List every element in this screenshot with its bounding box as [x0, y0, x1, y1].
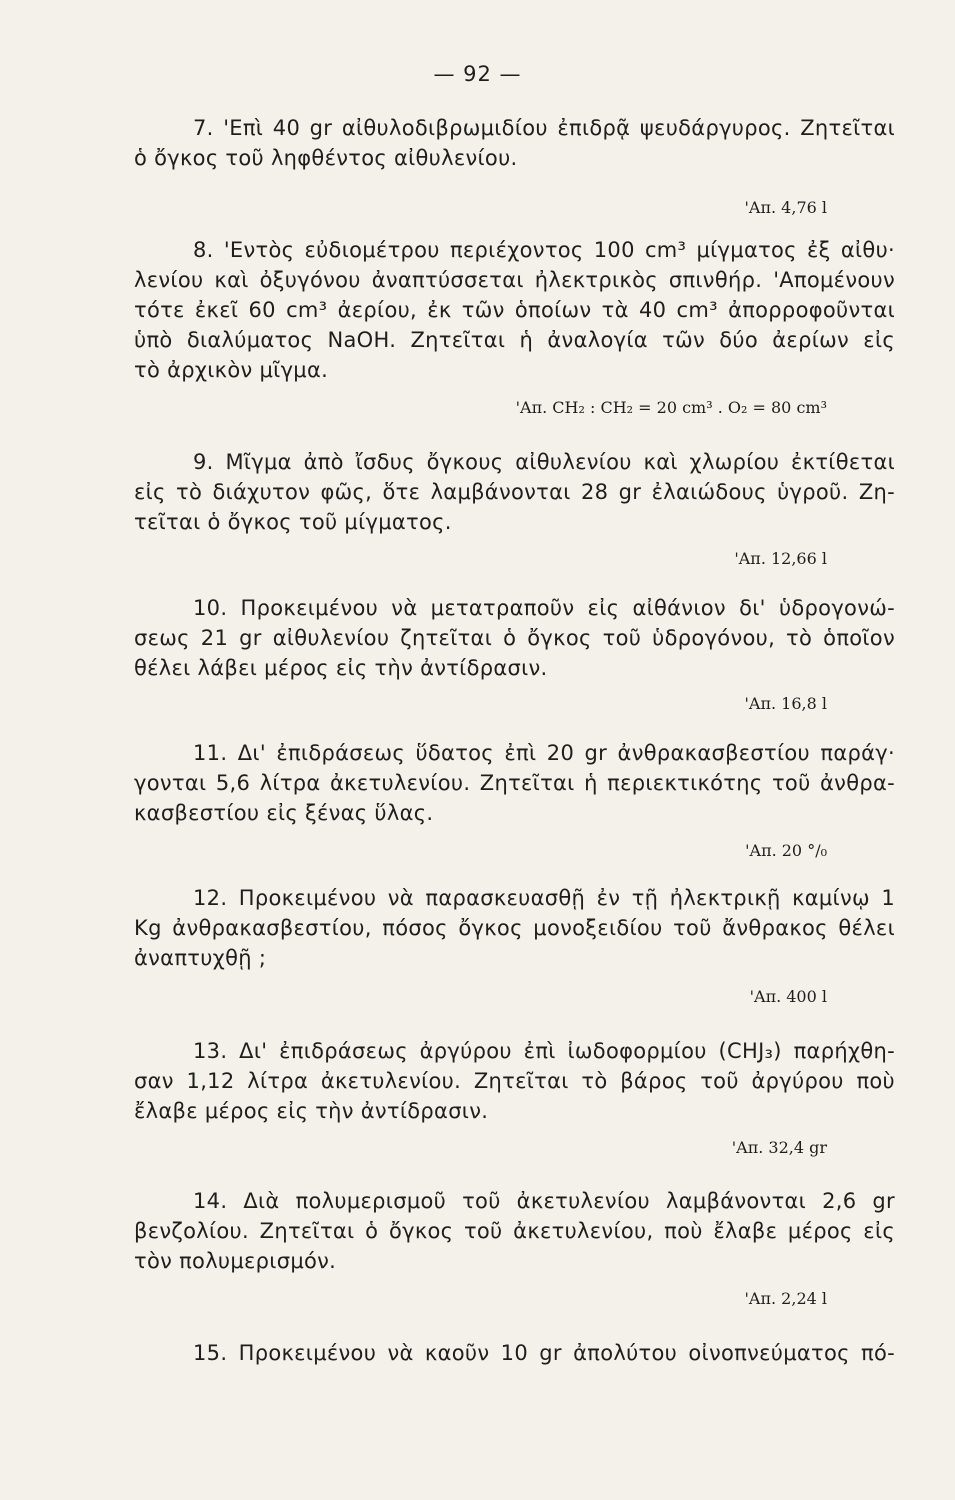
- problem-line: βενζολίου. Ζητεῖται ὁ ὄγκος τοῦ ἀκετυλενίου, ποὺ ἔλαβε μέρος εἰς: [134, 1219, 895, 1243]
- problem-line: τὸ ἀρχικὸν μῖγμα.: [134, 358, 329, 382]
- problem-line: γονται 5,6 λίτρα ἀκετυλενίου. Ζητεῖται ἡ περιεκτικότης τοῦ ἀνθρα-: [134, 771, 895, 795]
- problem-line: ὑπὸ διαλύματος NaOH. Ζητεῖται ἡ ἀναλογία τῶν δύο ἀερίων εἰς: [134, 328, 895, 352]
- problem-text: Δι' ἐπιδράσεως ἀργύρου ἐπὶ ἰωδοφορμίου (CHJ₃) παρήχθη-: [239, 1039, 895, 1063]
- problem-text: 'Επὶ 40 gr αἰθυλοδιβρωμιδίου ἐπιδρᾷ ψευδάργυρος. Ζητεῖται: [223, 116, 895, 140]
- problem-line: θέλει λάβει μέρος εἰς τὴν ἀντίδρασιν.: [134, 656, 548, 680]
- problem-line: [193, 450, 895, 474]
- problem-number: 12.: [193, 886, 228, 910]
- problem-number: 11.: [193, 741, 228, 765]
- problem-text: 'Εντὸς εὐδιομέτρου περιέχοντος 100 cm³ μίγματος ἐξ αἰθυ·: [223, 238, 895, 262]
- problem-line: σαν 1,12 λίτρα ἀκετυλενίου. Ζητεῖται τὸ βάρος τοῦ ἀργύρου ποὺ: [134, 1069, 895, 1093]
- answer: 'Απ. 12,66 l: [734, 549, 827, 568]
- answer: 'Απ. 16,8 l: [744, 694, 827, 713]
- problem-text: Μῖγμα ἀπὸ ἴσδυς ὄγκους αἰθυλενίου καὶ χλωρίου ἐκτίθεται: [225, 450, 895, 474]
- problem-line: ὁ ὄγκος τοῦ ληφθέντος αἰθυλενίου.: [134, 146, 518, 170]
- problem-line: εἰς τὸ διάχυτον φῶς, ὅτε λαμβάνονται 28 gr ἐλαιώδους ὑγροῦ. Ζη-: [134, 480, 895, 504]
- answer: 'Απ. 20 °/₀: [745, 841, 827, 860]
- answer: 'Απ. 400 l: [749, 987, 827, 1006]
- problem-line: σεως 21 gr αἰθυλενίου ζητεῖται ὁ ὄγκος τοῦ ὑδρογόνου, τὸ ὁποῖον: [134, 626, 895, 650]
- problem-line: [193, 886, 895, 910]
- answer: 'Απ. 2,24 l: [744, 1289, 827, 1308]
- problem-line: [193, 596, 895, 620]
- page-number: — 92 —: [433, 62, 522, 86]
- problem-text: Δι' ἐπιδράσεως ὕδατος ἐπὶ 20 gr ἀνθρακασβεστίου παράγ·: [237, 741, 895, 765]
- problem-line: λενίου καὶ ὀξυγόνου ἀναπτύσσεται ἠλεκτρικὸς σπινθήρ. 'Απομένουν: [134, 268, 895, 292]
- problem-line: τεῖται ὁ ὄγκος τοῦ μίγματος.: [134, 510, 452, 534]
- answer: 'Απ. 4,76 l: [744, 198, 827, 217]
- problem-line: τὸν πολυμερισμόν.: [134, 1249, 337, 1273]
- problem-line: [193, 1341, 895, 1365]
- problem-line: ἀναπτυχθῇ ;: [134, 946, 267, 970]
- problem-text: Προκειμένου νὰ καοῦν 10 gr ἀπολύτου οἰνοπνεύματος πό-: [238, 1341, 895, 1365]
- problem-line: [193, 1039, 895, 1063]
- problem-line: [193, 741, 895, 765]
- problem-line: ἔλαβε μέρος εἰς τὴν ἀντίδρασιν.: [134, 1099, 489, 1123]
- problem-text: Προκειμένου νὰ μετατραποῦν εἰς αἰθάνιον δι' ὑδρογονώ-: [240, 596, 895, 620]
- problem-number: 10.: [193, 596, 228, 620]
- problem-number: 9.: [193, 450, 214, 474]
- problem-number: 15.: [193, 1341, 228, 1365]
- problem-line: Kg ἀνθρακασβεστίου, πόσος ὄγκος μονοξειδίου τοῦ ἄνθρακος θέλει: [134, 916, 895, 940]
- problem-line: τότε ἐκεῖ 60 cm³ ἀερίου, ἐκ τῶν ὁποίων τὰ 40 cm³ ἀπορροφοῦνται: [134, 298, 895, 322]
- problem-text: Διὰ πολυμερισμοῦ τοῦ ἀκετυλενίου λαμβάνονται 2,6 gr: [243, 1189, 895, 1213]
- problem-number: 14.: [193, 1189, 228, 1213]
- problem-number: 13.: [193, 1039, 228, 1063]
- problem-text: Προκειμένου νὰ παρασκευασθῇ ἐν τῇ ἠλεκτρικῇ καμίνῳ 1: [238, 886, 895, 910]
- problem-line: [193, 116, 895, 140]
- problem-line: κασβεστίου εἰς ξένας ὕλας.: [134, 801, 434, 825]
- problem-line: [193, 238, 895, 262]
- problem-number: 8.: [193, 238, 214, 262]
- answer: 'Απ. 32,4 gr: [731, 1138, 827, 1157]
- problem-number: 7.: [193, 116, 214, 140]
- problem-line: [193, 1189, 895, 1213]
- answer: 'Απ. CH₂ : CH₂ = 20 cm³ . O₂ = 80 cm³: [515, 398, 827, 417]
